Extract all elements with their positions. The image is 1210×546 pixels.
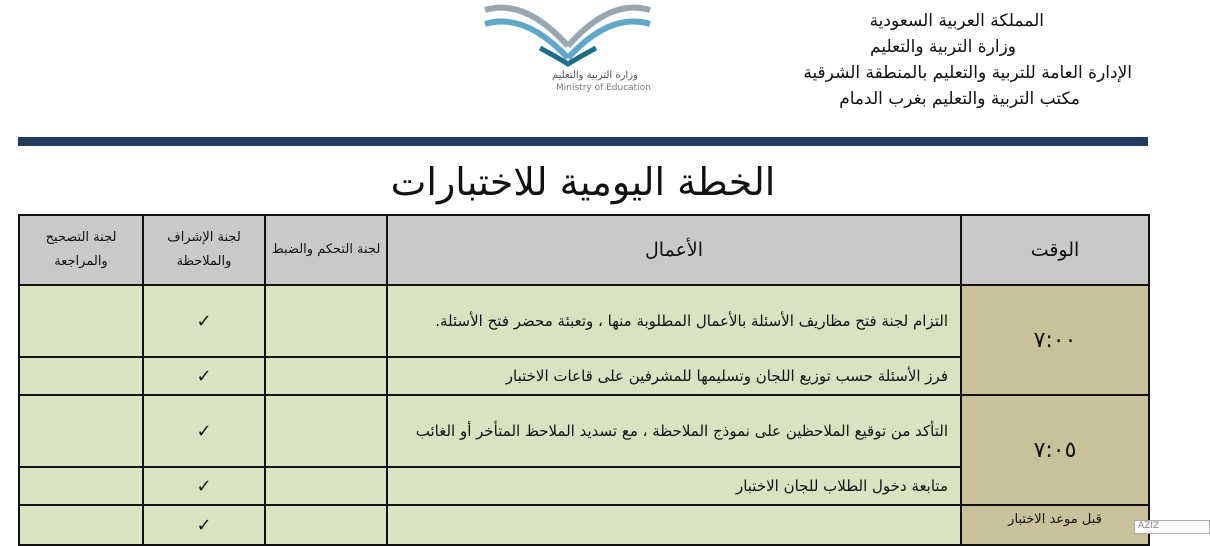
check-icon: ✓ — [143, 357, 265, 395]
cell-correction — [19, 505, 143, 545]
cell-control — [265, 357, 387, 395]
time-cell: ٧:٠٥ — [961, 395, 1149, 505]
header-time: الوقت — [961, 215, 1149, 285]
ministry-logo — [480, 0, 660, 100]
header-line-office: مكتب التربية والتعليم بغرب الدمام — [839, 89, 1080, 109]
task-cell: التزام لجنة فتح مظاريف الأسئلة بالأعمال المطلوبة منها ، وتعبئة محضر فتح الأسئلة. — [387, 285, 961, 357]
cell-correction — [19, 395, 143, 467]
header-correction: لجنة التصحيح والمراجعة — [19, 215, 143, 285]
exam-plan-table — [18, 214, 1150, 546]
check-icon: ✓ — [143, 285, 265, 357]
time-cell: قبل موعد الاختبار — [961, 505, 1149, 545]
header-tasks: الأعمال — [387, 215, 961, 285]
table-row — [19, 395, 1149, 467]
corner-label: AZIZ — [1134, 520, 1210, 534]
cell-control — [265, 467, 387, 505]
cell-correction — [19, 357, 143, 395]
check-icon: ✓ — [143, 395, 265, 467]
task-cell — [387, 505, 961, 545]
logo-arabic-text: وزارة التربية والتعليم — [552, 70, 638, 81]
cell-correction — [19, 467, 143, 505]
header-line-ministry: وزارة التربية والتعليم — [870, 37, 1016, 57]
header-divider — [18, 137, 1148, 146]
table-header-row — [19, 215, 1149, 285]
header-line-kingdom: المملكة العربية السعودية — [869, 11, 1044, 31]
header-supervision: لجنة الإشراف والملاحظة — [143, 215, 265, 285]
logo-english-text: Ministry of Education — [556, 83, 651, 93]
table-row — [19, 285, 1149, 357]
page-title: الخطة اليومية للاختبارات — [390, 160, 776, 204]
ministry-header — [712, 8, 1132, 112]
check-icon: ✓ — [143, 467, 265, 505]
task-cell: متابعة دخول الطلاب للجان الاختبار — [387, 467, 961, 505]
table-row — [19, 505, 1149, 545]
time-cell: ٧:٠٠ — [961, 285, 1149, 395]
cell-control — [265, 505, 387, 545]
cell-correction — [19, 285, 143, 357]
cell-control — [265, 285, 387, 357]
header-control: لجنة التحكم والضبط — [265, 215, 387, 285]
book-arcs-icon — [480, 0, 660, 70]
header-line-directorate: الإدارة العامة للتربية والتعليم بالمنطقة الشرقية — [803, 63, 1132, 83]
task-cell: فرز الأسئلة حسب توزيع اللجان وتسليمها للمشرفين على قاعات الاختبار — [387, 357, 961, 395]
cell-control — [265, 395, 387, 467]
check-icon: ✓ — [143, 505, 265, 545]
task-cell: التأكد من توقيع الملاحظين على نموذج الملاحظة ، مع تسديد الملاحظ المتأخر أو الغائب — [387, 395, 961, 467]
